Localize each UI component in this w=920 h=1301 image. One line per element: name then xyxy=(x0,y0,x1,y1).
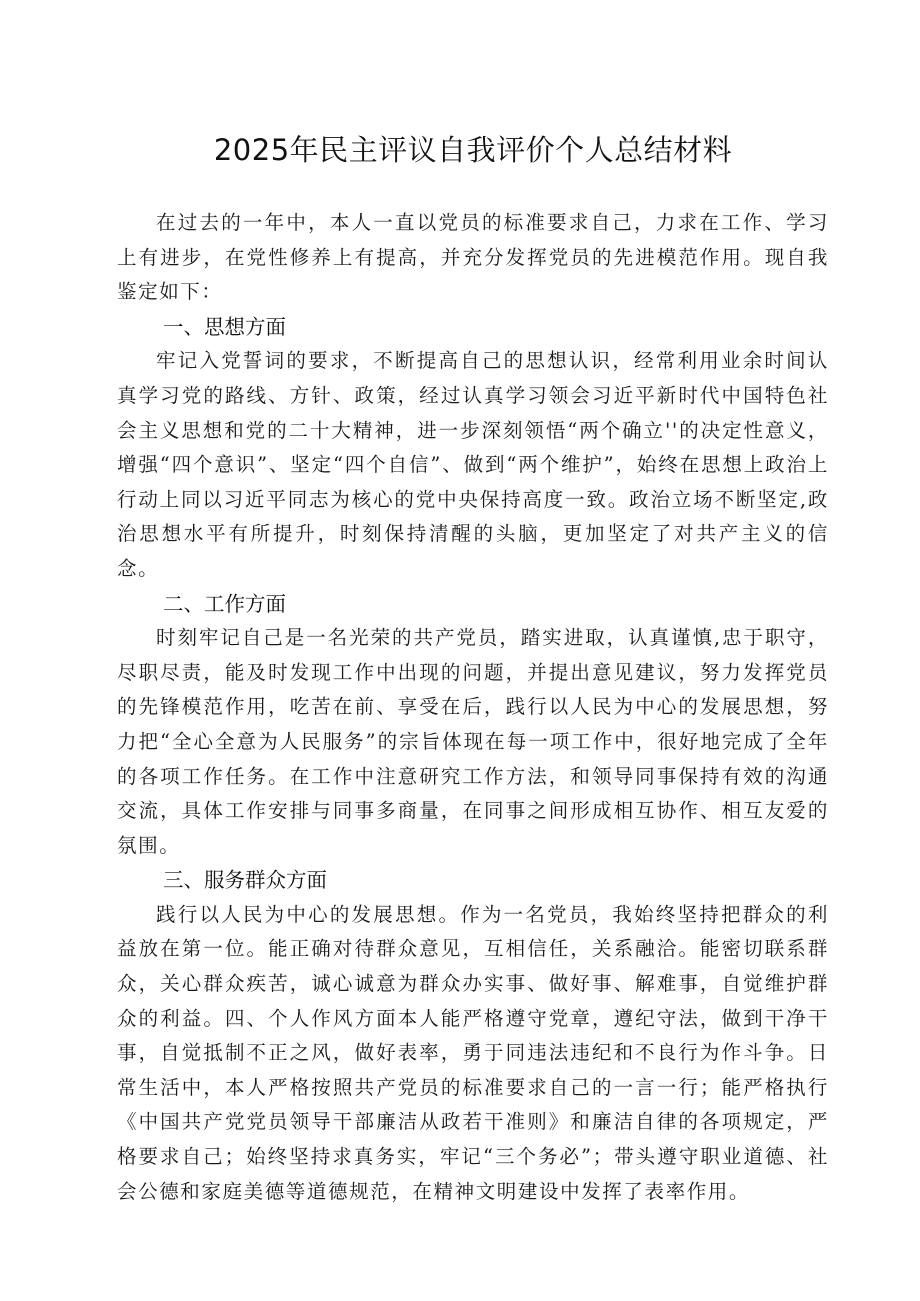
section-body: 践行以人民为中心的发展思想。作为一名党员，我始终坚持把群众的利益放在第一位。能正确对待群众意见，互相信任，关系融洽。能密切联系群众，关心群众疾苦，诚心诚意为群众办实事、做好事、解难事，自觉维护群众的利益。四、个人作风方面本人能严格遵守党章，遵纪守法，做到干净干事，自觉抵制不正之风，做好表率，勇于同违法违纪和不良行为作斗争。日常生活中，本人严格按照共产党员的标准要求自己的一言一行；能严格执行《中国共产党党员领导干部廉洁从政若干准则》和廉洁自律的各项规定，严格要求自己；始终坚持求真务实，牢记“三个务必”；带头遵守职业道德、社会公德和家庭美德等道德规范，在精神文明建设中发挥了表率作用。 xyxy=(117,902,829,1203)
section-body: 时刻牢记自己是一名光荣的共产党员，踏实进取，认真谨慎,忠于职守，尽职尽责，能及时发现工作中出现的问题，并提出意见建议，努力发挥党员的先锋模范作用，吃苦在前、享受在后，践行以人民为中心的发展思想，努力把“全心全意为人民服务”的宗旨体现在每一项工作中，很好地完成了全年的各项工作任务。在工作中注意研究工作方法，和领导同事保持有效的沟通交流，具体工作安排与同事多商量，在同事之间形成相互协作、相互友爱的氛围。 xyxy=(117,626,829,857)
section-work xyxy=(117,587,829,864)
section-body: 牢记入党誓词的要求，不断提高自己的思想认识，经常利用业余时间认真学习党的路线、方针、政策，经过认真学习领会习近平新时代中国特色社会主义思想和党的二十大精神，进一步深刻领悟“两个确立''的决定性意义，增强“四个意识”、坚定“四个自信”、做到“两个维护”，始终在思想上政治上行动上同以习近平同志为核心的党中央保持高度一致。政治立场不断坚定,政治思想水平有所提升，时刻保持清醒的头脑，更加坚定了对共产主义的信念。 xyxy=(117,349,829,580)
section-heading: 一、思想方面 xyxy=(163,314,286,339)
section-heading: 二、工作方面 xyxy=(163,591,286,616)
intro-paragraph: 在过去的一年中，本人一直以党员的标准要求自己，力求在工作、学习上有进步，在党性修养上有提高，并充分发挥党员的先进模范作用。现自我鉴定如下： xyxy=(117,211,829,304)
section-heading: 三、服务群众方面 xyxy=(163,868,327,893)
section-thought xyxy=(117,310,829,587)
document-title: 2025年民主评议自我评价个人总结材料 xyxy=(213,133,733,167)
section-service xyxy=(117,863,829,1209)
document-page xyxy=(117,128,829,1209)
